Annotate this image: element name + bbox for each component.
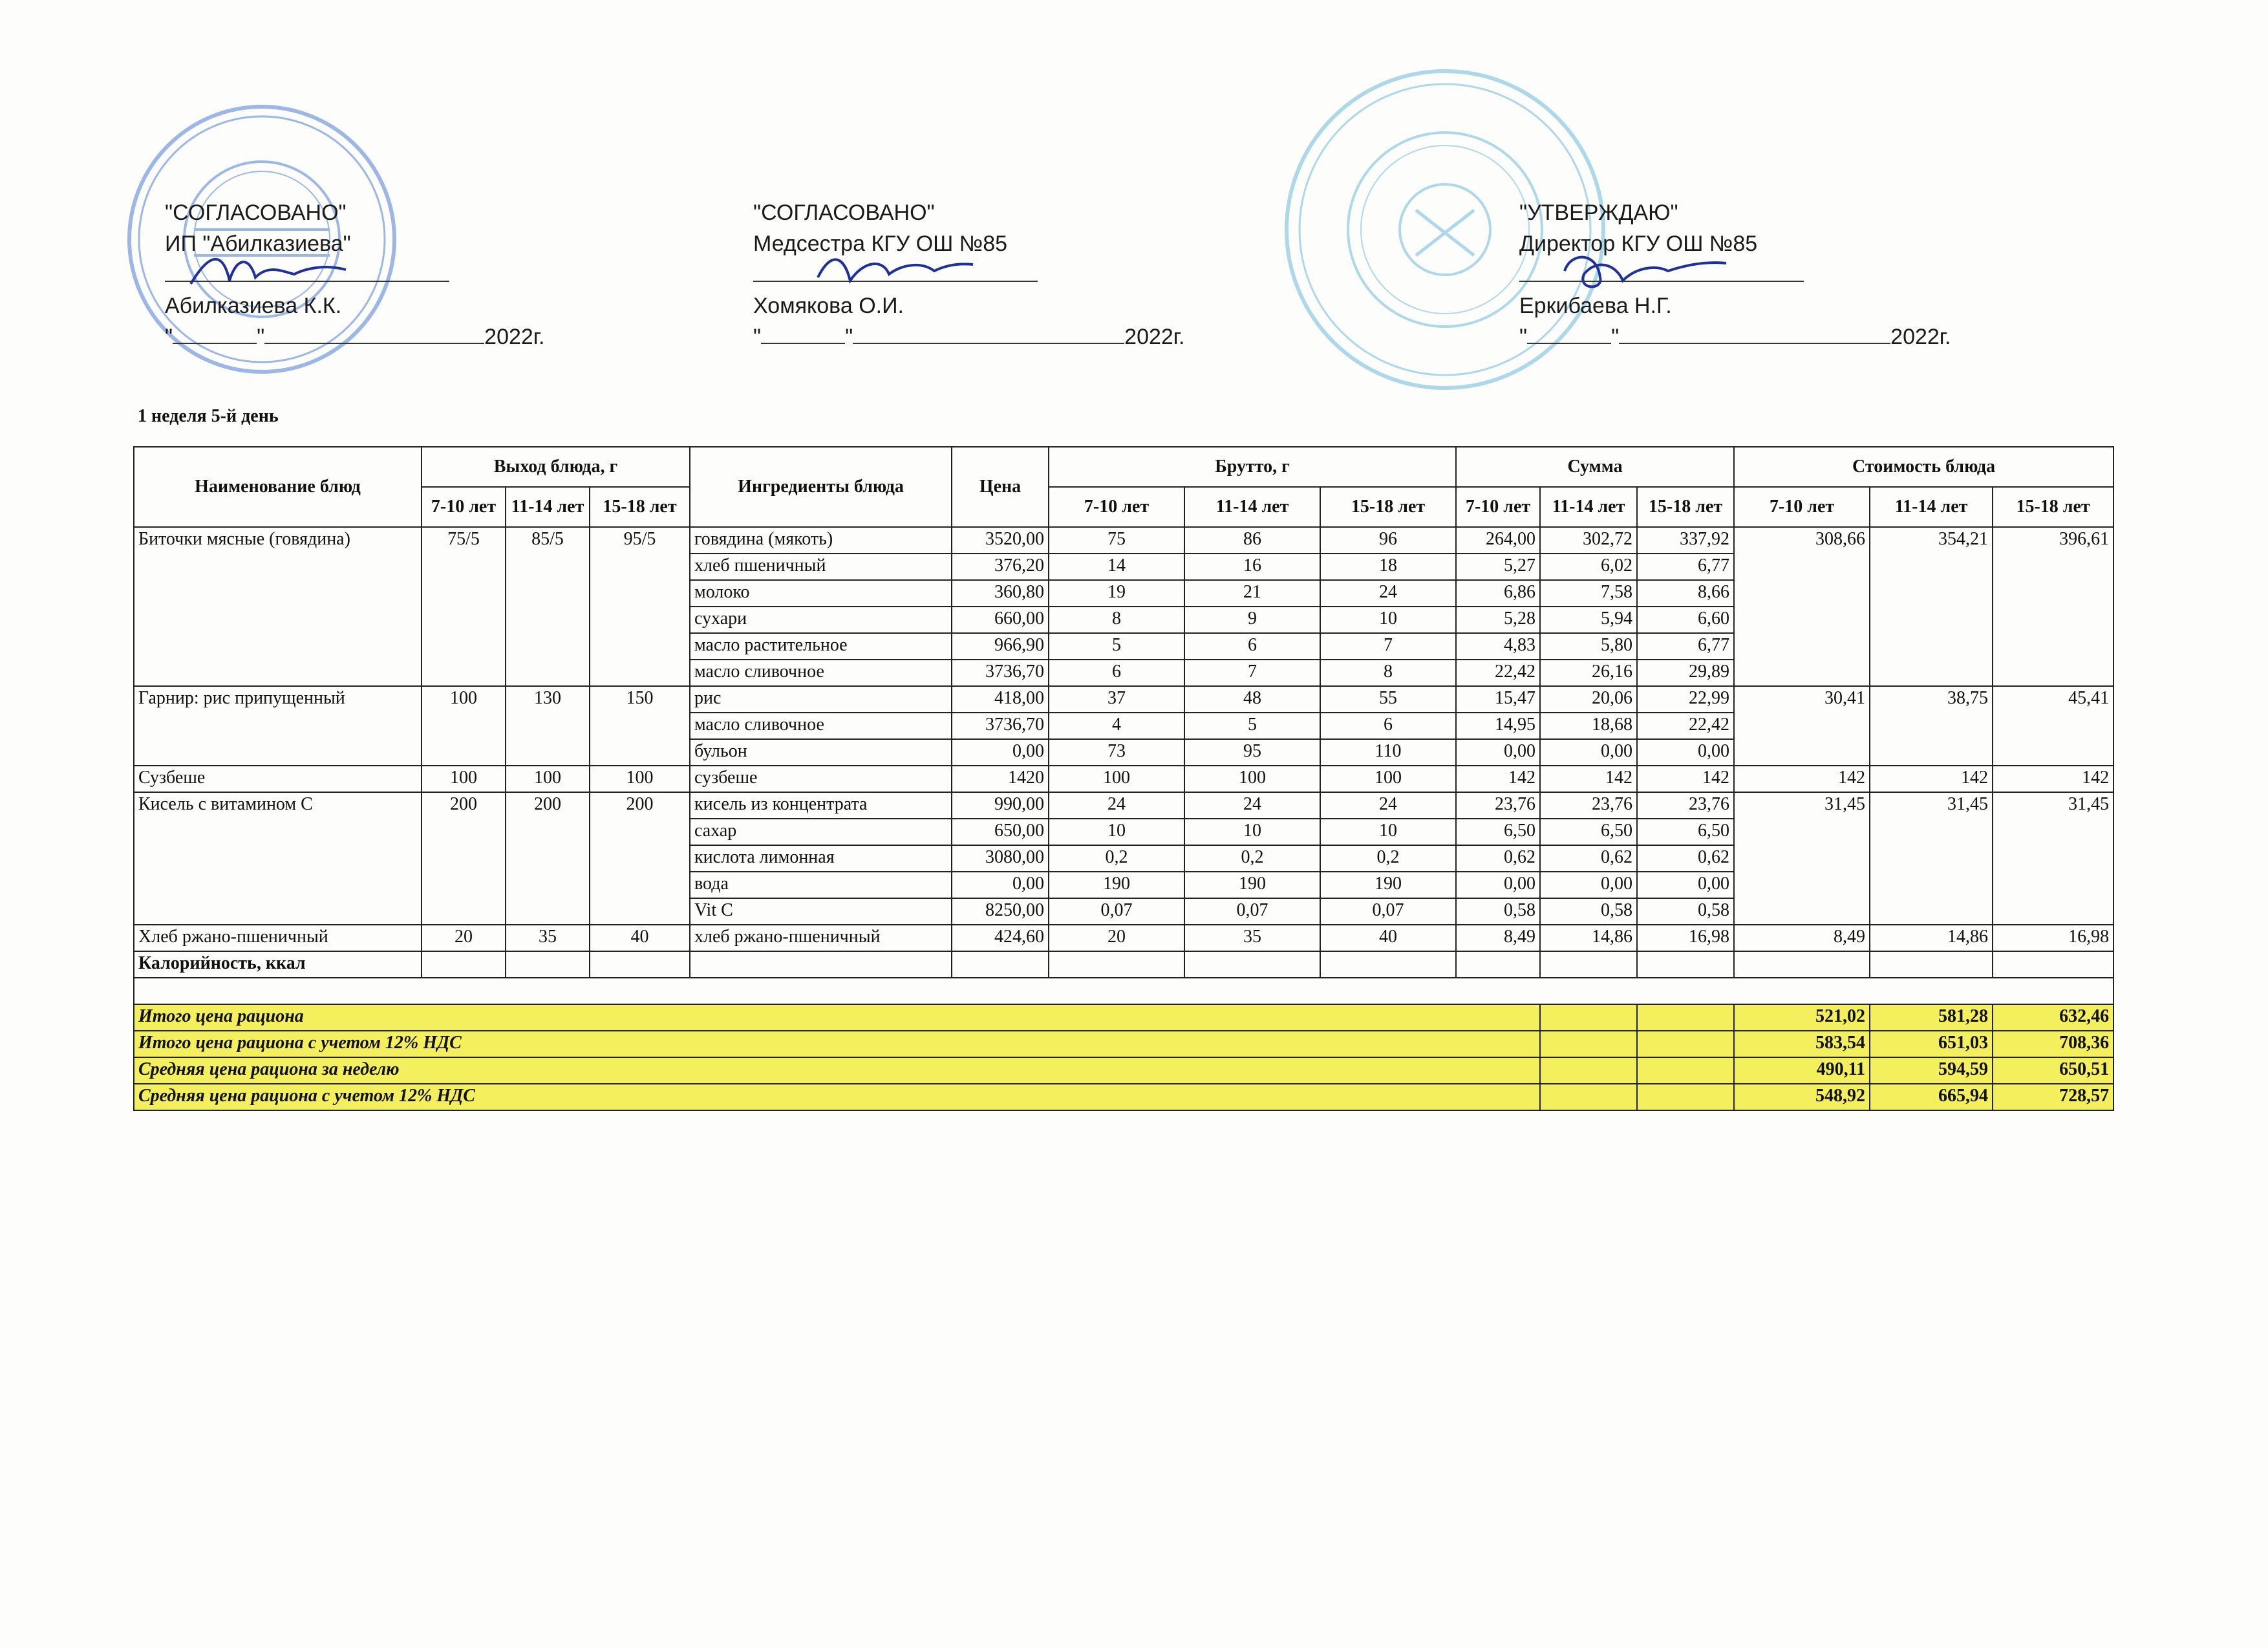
- cost-cell: 31,45: [1870, 792, 1993, 925]
- total-label: Итого цена рациона: [134, 1004, 1540, 1031]
- approval-org: Директор КГУ ОШ №85: [1519, 232, 1758, 256]
- sum-cell: 18,68: [1540, 713, 1637, 739]
- total-value: 650,51: [1993, 1057, 2113, 1084]
- total-value: 728,57: [1993, 1084, 2113, 1110]
- sum-cell: 0,58: [1456, 898, 1540, 925]
- brutto-cell: 0,2: [1049, 845, 1184, 872]
- total-value: 583,54: [1734, 1031, 1870, 1057]
- total-value: 651,03: [1870, 1031, 1993, 1057]
- cost-cell: 16,98: [1993, 925, 2113, 951]
- sum-cell: 23,76: [1540, 792, 1637, 819]
- total-label: Итого цена рациона с учетом 12% НДС: [134, 1031, 1540, 1057]
- signature-left: [184, 245, 352, 297]
- approval-year: 2022г.: [484, 325, 545, 349]
- brutto-cell: 24: [1320, 580, 1456, 607]
- sum-cell: 0,00: [1540, 739, 1637, 766]
- total-row: [134, 1004, 2113, 1031]
- header-age: 11-14 лет: [1870, 487, 1993, 527]
- sum-cell: 142: [1637, 766, 1734, 792]
- sum-cell: 26,16: [1540, 660, 1637, 686]
- ingredient-cell: масло сливочное: [690, 713, 952, 739]
- approval-heading: "СОГЛАСОВАНО": [165, 200, 347, 225]
- brutto-cell: 0,07: [1049, 898, 1184, 925]
- brutto-cell: 14: [1049, 554, 1184, 580]
- brutto-cell: 10: [1049, 819, 1184, 845]
- total-value: 632,46: [1993, 1004, 2113, 1031]
- cost-cell: 142: [1993, 766, 2113, 792]
- sum-cell: 302,72: [1540, 527, 1637, 554]
- brutto-cell: 8: [1320, 660, 1456, 686]
- approval-heading: "СОГЛАСОВАНО": [753, 200, 935, 225]
- approval-name: Хомякова О.И.: [753, 294, 904, 318]
- approval-year: 2022г.: [1124, 325, 1185, 349]
- output-cell: 20: [422, 925, 506, 951]
- cost-cell: 38,75: [1870, 686, 1993, 766]
- brutto-cell: 19: [1049, 580, 1184, 607]
- price-cell: 360,80: [952, 580, 1049, 607]
- output-cell: 130: [506, 686, 590, 766]
- cost-cell: 31,45: [1734, 792, 1870, 925]
- brutto-cell: 73: [1049, 739, 1184, 766]
- sum-cell: 0,62: [1456, 845, 1540, 872]
- ingredient-cell: молоко: [690, 580, 952, 607]
- approval-block-left: "СОГЛАСОВАНО" ИП "Абилказиева" Абилказиева К.К. " " 2022г.: [165, 197, 545, 352]
- output-cell: 150: [590, 686, 690, 766]
- brutto-cell: 190: [1184, 872, 1320, 898]
- brutto-cell: 96: [1320, 527, 1456, 554]
- brutto-cell: 4: [1049, 713, 1184, 739]
- ingredient-cell: Vit C: [690, 898, 952, 925]
- ingredient-cell: говядина (мякоть): [690, 527, 952, 554]
- brutto-cell: 10: [1184, 819, 1320, 845]
- header-age: 7-10 лет: [422, 487, 506, 527]
- total-value: 548,92: [1734, 1084, 1870, 1110]
- brutto-cell: 10: [1320, 607, 1456, 633]
- price-cell: 3736,70: [952, 713, 1049, 739]
- output-cell: 100: [590, 766, 690, 792]
- brutto-cell: 0,07: [1320, 898, 1456, 925]
- header-dish: Наименование блюд: [134, 447, 422, 527]
- total-value: 490,11: [1734, 1057, 1870, 1084]
- sum-cell: 6,77: [1637, 633, 1734, 660]
- approval-name: Абилказиева К.К.: [165, 294, 342, 318]
- brutto-cell: 100: [1184, 766, 1320, 792]
- header-cost: Стоимость блюда: [1734, 447, 2113, 487]
- sum-cell: 14,95: [1456, 713, 1540, 739]
- brutto-cell: 190: [1320, 872, 1456, 898]
- header-age: 15-18 лет: [1320, 487, 1456, 527]
- total-row: [134, 1084, 2113, 1110]
- calories-row: [134, 951, 2113, 978]
- brutto-cell: 86: [1184, 527, 1320, 554]
- header-age: 7-10 лет: [1049, 487, 1184, 527]
- price-cell: 0,00: [952, 739, 1049, 766]
- cost-cell: 308,66: [1734, 527, 1870, 686]
- brutto-cell: 100: [1320, 766, 1456, 792]
- brutto-cell: 40: [1320, 925, 1456, 951]
- sum-cell: 0,00: [1540, 872, 1637, 898]
- table-row: [134, 766, 2113, 792]
- ingredient-cell: вода: [690, 872, 952, 898]
- output-cell: 100: [422, 766, 506, 792]
- sum-cell: 16,98: [1637, 925, 1734, 951]
- brutto-cell: 20: [1049, 925, 1184, 951]
- sum-cell: 142: [1540, 766, 1637, 792]
- brutto-cell: 35: [1184, 925, 1320, 951]
- sum-cell: 23,76: [1637, 792, 1734, 819]
- sum-cell: 0,00: [1456, 872, 1540, 898]
- header-age: 7-10 лет: [1734, 487, 1870, 527]
- sum-cell: 29,89: [1637, 660, 1734, 686]
- brutto-cell: 48: [1184, 686, 1320, 713]
- approval-year: 2022г.: [1890, 325, 1951, 349]
- sum-cell: 0,62: [1540, 845, 1637, 872]
- price-cell: 1420: [952, 766, 1049, 792]
- sum-cell: 6,50: [1540, 819, 1637, 845]
- header-age: 11-14 лет: [1184, 487, 1320, 527]
- sum-cell: 5,28: [1456, 607, 1540, 633]
- dish-name: Сузбеше: [134, 766, 422, 792]
- day-title: 1 неделя 5-й день: [138, 406, 279, 426]
- dish-name: Биточки мясные (говядина): [134, 527, 422, 686]
- brutto-cell: 10: [1320, 819, 1456, 845]
- brutto-cell: 21: [1184, 580, 1320, 607]
- header-sum: Сумма: [1456, 447, 1734, 487]
- sum-cell: 0,58: [1637, 898, 1734, 925]
- brutto-cell: 110: [1320, 739, 1456, 766]
- sum-cell: 22,99: [1637, 686, 1734, 713]
- price-cell: 660,00: [952, 607, 1049, 633]
- sum-cell: 6,77: [1637, 554, 1734, 580]
- sum-cell: 15,47: [1456, 686, 1540, 713]
- header-age: 15-18 лет: [1993, 487, 2113, 527]
- ingredient-cell: рис: [690, 686, 952, 713]
- empty-row: [134, 978, 2113, 1004]
- brutto-cell: 5: [1049, 633, 1184, 660]
- sum-cell: 7,58: [1540, 580, 1637, 607]
- header-age: 15-18 лет: [1637, 487, 1734, 527]
- output-cell: 35: [506, 925, 590, 951]
- approval-block-right: "УТВЕРЖДАЮ" Директор КГУ ОШ №85 Еркибаева Н.Г. " " 2022г.: [1519, 197, 1951, 352]
- cost-cell: 31,45: [1993, 792, 2113, 925]
- brutto-cell: 37: [1049, 686, 1184, 713]
- sum-cell: 6,50: [1456, 819, 1540, 845]
- cost-cell: 8,49: [1734, 925, 1870, 951]
- output-cell: 85/5: [506, 527, 590, 686]
- cost-cell: 396,61: [1993, 527, 2113, 686]
- ingredient-cell: сахар: [690, 819, 952, 845]
- brutto-cell: 6: [1184, 633, 1320, 660]
- total-label: Средняя цена рациона за неделю: [134, 1057, 1540, 1084]
- sum-cell: 14,86: [1540, 925, 1637, 951]
- cost-cell: 45,41: [1993, 686, 2113, 766]
- price-cell: 3080,00: [952, 845, 1049, 872]
- cost-cell: 142: [1734, 766, 1870, 792]
- ingredient-cell: хлеб пшеничный: [690, 554, 952, 580]
- approval-org: Медсестра КГУ ОШ №85: [753, 232, 1008, 256]
- approval-org: ИП "Абилказиева": [165, 232, 351, 256]
- output-cell: 75/5: [422, 527, 506, 686]
- output-cell: 100: [422, 686, 506, 766]
- sum-cell: 8,66: [1637, 580, 1734, 607]
- signature-middle: [773, 245, 979, 297]
- brutto-cell: 5: [1184, 713, 1320, 739]
- brutto-cell: 0,2: [1184, 845, 1320, 872]
- sum-cell: 0,58: [1540, 898, 1637, 925]
- brutto-cell: 16: [1184, 554, 1320, 580]
- ingredient-cell: сухари: [690, 607, 952, 633]
- cost-cell: 142: [1870, 766, 1993, 792]
- ingredient-cell: масло сливочное: [690, 660, 952, 686]
- sum-cell: 22,42: [1637, 713, 1734, 739]
- sum-cell: 22,42: [1456, 660, 1540, 686]
- ingredient-cell: хлеб ржано-пшеничный: [690, 925, 952, 951]
- sum-cell: 0,00: [1456, 739, 1540, 766]
- sum-cell: 337,92: [1637, 527, 1734, 554]
- brutto-cell: 0,07: [1184, 898, 1320, 925]
- brutto-cell: 7: [1184, 660, 1320, 686]
- brutto-cell: 24: [1049, 792, 1184, 819]
- brutto-cell: 100: [1049, 766, 1184, 792]
- sum-cell: 4,83: [1456, 633, 1540, 660]
- output-cell: 200: [422, 792, 506, 925]
- brutto-cell: 7: [1320, 633, 1456, 660]
- total-value: 594,59: [1870, 1057, 1993, 1084]
- menu-table: [133, 446, 2114, 1111]
- price-cell: 650,00: [952, 819, 1049, 845]
- total-value: 665,94: [1870, 1084, 1993, 1110]
- dish-name: Хлеб ржано-пшеничный: [134, 925, 422, 951]
- brutto-cell: 190: [1049, 872, 1184, 898]
- brutto-cell: 6: [1320, 713, 1456, 739]
- signature-right: [1539, 245, 1733, 297]
- brutto-cell: 24: [1320, 792, 1456, 819]
- approval-name: Еркибаева Н.Г.: [1519, 294, 1672, 318]
- sum-cell: 20,06: [1540, 686, 1637, 713]
- approval-heading: "УТВЕРЖДАЮ": [1519, 200, 1678, 225]
- header-price: Цена: [952, 447, 1049, 527]
- header-age: 11-14 лет: [1540, 487, 1637, 527]
- total-value: 581,28: [1870, 1004, 1993, 1031]
- sum-cell: 8,49: [1456, 925, 1540, 951]
- total-row: [134, 1031, 2113, 1057]
- sum-cell: 0,00: [1637, 872, 1734, 898]
- sum-cell: 5,80: [1540, 633, 1637, 660]
- brutto-cell: 8: [1049, 607, 1184, 633]
- sum-cell: 6,02: [1540, 554, 1637, 580]
- ingredient-cell: бульон: [690, 739, 952, 766]
- output-cell: 100: [506, 766, 590, 792]
- sum-cell: 5,27: [1456, 554, 1540, 580]
- brutto-cell: 18: [1320, 554, 1456, 580]
- price-cell: 3520,00: [952, 527, 1049, 554]
- total-row: [134, 1057, 2113, 1084]
- ingredient-cell: кисель из концентрата: [690, 792, 952, 819]
- brutto-cell: 9: [1184, 607, 1320, 633]
- sum-cell: 142: [1456, 766, 1540, 792]
- approval-block-middle: "СОГЛАСОВАНО" Медсестра КГУ ОШ №85 Хомякова О.И. " " 2022г.: [753, 197, 1185, 352]
- brutto-cell: 95: [1184, 739, 1320, 766]
- price-cell: 418,00: [952, 686, 1049, 713]
- table-row: [134, 925, 2113, 951]
- brutto-cell: 6: [1049, 660, 1184, 686]
- cost-cell: 354,21: [1870, 527, 1993, 686]
- header-age: 11-14 лет: [506, 487, 590, 527]
- total-value: 521,02: [1734, 1004, 1870, 1031]
- cost-cell: 14,86: [1870, 925, 1993, 951]
- price-cell: 424,60: [952, 925, 1049, 951]
- header-age: 15-18 лет: [590, 487, 690, 527]
- sum-cell: 23,76: [1456, 792, 1540, 819]
- header-brutto: Брутто, г: [1049, 447, 1456, 487]
- ingredient-cell: кислота лимонная: [690, 845, 952, 872]
- table-row: [134, 792, 2113, 819]
- dish-name: Кисель с витамином С: [134, 792, 422, 925]
- price-cell: 3736,70: [952, 660, 1049, 686]
- sum-cell: 6,60: [1637, 607, 1734, 633]
- output-cell: 95/5: [590, 527, 690, 686]
- price-cell: 966,90: [952, 633, 1049, 660]
- sum-cell: 0,62: [1637, 845, 1734, 872]
- ingredient-cell: сузбеше: [690, 766, 952, 792]
- brutto-cell: 0,2: [1320, 845, 1456, 872]
- price-cell: 0,00: [952, 872, 1049, 898]
- header-ingredients: Ингредиенты блюда: [690, 447, 952, 527]
- sum-cell: 264,00: [1456, 527, 1540, 554]
- output-cell: 200: [506, 792, 590, 925]
- price-cell: 990,00: [952, 792, 1049, 819]
- sum-cell: 6,50: [1637, 819, 1734, 845]
- dish-name: Гарнир: рис припущенный: [134, 686, 422, 766]
- sum-cell: 0,00: [1637, 739, 1734, 766]
- cost-cell: 30,41: [1734, 686, 1870, 766]
- brutto-cell: 55: [1320, 686, 1456, 713]
- price-cell: 8250,00: [952, 898, 1049, 925]
- table-row: [134, 686, 2113, 713]
- output-cell: 40: [590, 925, 690, 951]
- header-age: 7-10 лет: [1456, 487, 1540, 527]
- header-output: Выход блюда, г: [422, 447, 690, 487]
- total-value: 708,36: [1993, 1031, 2113, 1057]
- brutto-cell: 24: [1184, 792, 1320, 819]
- total-label: Средняя цена рациона с учетом 12% НДС: [134, 1084, 1540, 1110]
- ingredient-cell: масло растительное: [690, 633, 952, 660]
- table-row: [134, 527, 2113, 554]
- brutto-cell: 75: [1049, 527, 1184, 554]
- output-cell: 200: [590, 792, 690, 925]
- calories-label: Калорийность, ккал: [134, 951, 422, 978]
- sum-cell: 6,86: [1456, 580, 1540, 607]
- price-cell: 376,20: [952, 554, 1049, 580]
- sum-cell: 5,94: [1540, 607, 1637, 633]
